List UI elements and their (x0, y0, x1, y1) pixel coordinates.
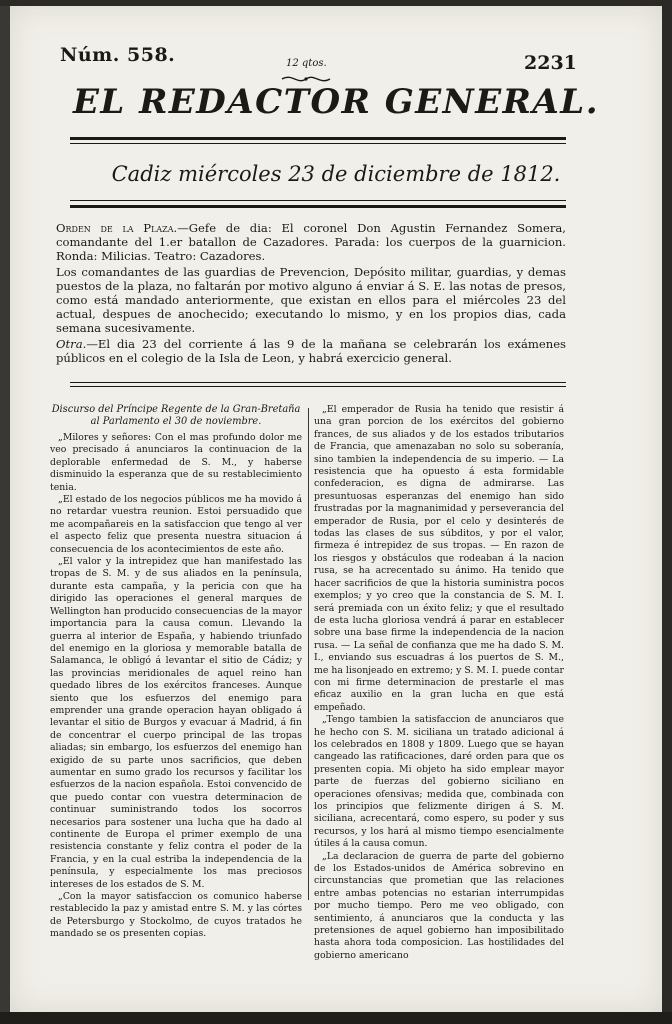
dateline-rule-thick (70, 205, 566, 208)
discurso-paragraph: „El valor y la intrepidez que han manifestado las tropas de S. M. y de sus aliados en la península, durante esta campaña, y la pericia con que ha dirigido las operaciones el general marques de Wellington han producido consecuencias de la mayor importancia para la causa comun. Llevando la guerra al interior de España, y habiendo triunfado del enemigo en la gloriosa y memorable batalla de Salamanca, le obligó á levantar el sitio de Cádiz; y las provincias meridionales de aquel reino han quedado libres de los exércitos franceses. Aunque siento que los esfuerzos del enemigo para emprender una grande operacion hayan obligado á levantar el sitio de Burgos y evacuar á Madrid, á fin de concentrar el cuerpo principal de las tropas aliadas; sin embargo, los esfuerzos del enemigo han exigido de su parte unos sacrificios, que deben aumentar en sumo grado los recursos y facilitar los esfuerzos de la nacion española. Estoi convencido de que puedo contar con vuestra determinacion de continuar suministrando todos los socorros necesarios para sostener una lucha que ha dado al continente de Europa el primer exemplo de una resistencia constante y feliz contra el poder de la Francia, y en la cual estriba la independencia de la península, y especialmente los mas preciosos intereses de los estados de S. M. (50, 556, 302, 890)
title-rule-thick (70, 137, 566, 140)
discurso-paragraph: „Con la mayor satisfaccion os comunico haberse restablecido la paz y amistad entre S. M. y las córtes de Petersburgo y Stockolmo, de cuyos tratados he mandado se os presenten copias. (50, 891, 302, 940)
dateline-rule-thin (70, 200, 566, 201)
orden-de-la-plaza (56, 221, 566, 264)
discurso-paragraph: „La declaracion de guerra de parte del gobierno de los Estados-unidos de América sobrevino en circunstancias que prometian que las relaciones entre ambas potencias no estarian interrumpidas por mucho tiempo. Pero me veo obligado, con sentimiento, á anunciaros que la conducta y las pretensiones de aquel gobierno han imposibilitado hasta ahora toda composicion. Las hostilidades del gobierno americano (314, 850, 564, 961)
section-rule-top (70, 382, 566, 383)
official-notices (56, 221, 566, 365)
otra-label: Otra. (56, 336, 87, 351)
title-rule-thin (70, 143, 566, 144)
page-number: 2231 (524, 52, 577, 74)
column-divider (308, 408, 309, 900)
newspaper-page (10, 6, 662, 1012)
newspaper-title: EL REDACTOR GENERAL. (72, 82, 600, 122)
comandantes-notice: Los comandantes de las guardias de Prevencion, Depósito militar, guardias, y demas puestos de la plaza, no faltarán por motivo alguno á enviar á S. E. las notas de presos, como está mandado anteriormente, que existan en ellos para el miércoles 23 del actual, despues de anochecido; executando lo mismo, y en los propios dias, cada semana sucesivamente. (56, 264, 566, 336)
issue-price: 12 qtos. (286, 58, 327, 69)
otra-notice (56, 337, 566, 365)
otra-text: —El dia 23 del corriente á las 9 de la mañana se celebrarán los exámenes públicos en el colegio de la Isla de Leon, y habrá exercicio general. (56, 336, 566, 365)
section-rule-bottom (70, 386, 566, 387)
discurso-paragraph: „Milores y señores: Con el mas profundo dolor me veo precisado á anunciaros la continuacion de la deplorable enfermedad de S. M., y haberse disminuido la esperanza que de su restablecimiento tenia. (50, 432, 302, 493)
issue-number: Núm. 558. (60, 44, 176, 66)
discurso-paragraph: „El estado de los negocios públicos me ha movido á no retardar vuestra reunion. Estoi persuadido que me acompañareis en la satisfaccion que tengo al ver el aspecto feliz que presenta nuestra situacion á consecuencia de los acontecimientos de este año. (50, 494, 302, 555)
page-edge-bottom (0, 1012, 672, 1024)
discurso-column-right (314, 404, 564, 962)
discurso-paragraph: „El emperador de Rusia ha tenido que resistir á una gran porcion de los exércitos del gobierno frances, de sus aliados y de los estados tributarios de Francia, que amenazaban no solo su soberanía, sino tambien la independencia de su imperio. — La resistencia que ha opuesto á esta formidable confederacion, es digna de admirarse. Las presuntuosas esperanzas del enemigo han sido frustradas por la magnanimidad y perseverancia del emperador de Rusia, por el celo y desinterés de todas las clases de sus súbditos, y por el valor, firmeza é intrepidez de sus tropas. — En razon de los riesgos y obstáculos que rodeaban á la nacion rusa, se ha acrecentado su ánimo. Ha tenido que hacer sacrificios de que la historia suministra pocos exemplos; y yo creo que la constancia de S. M. I. será premiada con un éxito feliz; y que el resultado de esta lucha gloriosa vendrá á parar en establecer sobre una base firme la independencia de la nacion rusa. — La señal de confianza que me ha dado S. M. I., enviando sus escuadras á los puertos de S. M., me ha lisonjeado en extremo; y S. M. I. puede contar con mi firme determinacion de prestarle el mas eficaz auxilio en la gran lucha en que está empeñado. (314, 404, 564, 713)
dateline: Cadiz miércoles 23 de diciembre de 1812. (111, 162, 561, 186)
page-edge-left (0, 6, 10, 1016)
discurso-heading: Discurso del Príncipe Regente de la Gran-Bretaña al Parlamento el 30 de noviembre. (51, 404, 301, 427)
discurso-column-left (50, 404, 302, 941)
orden-label: Orden de la Plaza. (56, 221, 178, 235)
orden-text: —Gefe de dia: El coronel Don Agustin Fernandez Somera, comandante del 1.er batallon de Cazadores. Parada: los cuerpos de la guarnicion. Ronda: Milicias. Teatro: Cazadores. (56, 221, 566, 264)
discurso-paragraph: „Tengo tambien la satisfaccion de anunciaros que he hecho con S. M. siciliana un tratado adicional á los celebrados en 1808 y 1809. Luego que se hayan cangeado las ratificaciones, daré orden para que os presenten copia. Mi objeto ha sido emplear mayor parte de fuerzas del gobierno siciliano en operaciones ofensivas; medida que, combinada con los principios que felizmente dirigen á S. M. siciliana, acrecentará, como espero, su poder y sus recursos, y los hará al mismo tiempo esencialmente útiles á la causa comun. (314, 714, 564, 850)
